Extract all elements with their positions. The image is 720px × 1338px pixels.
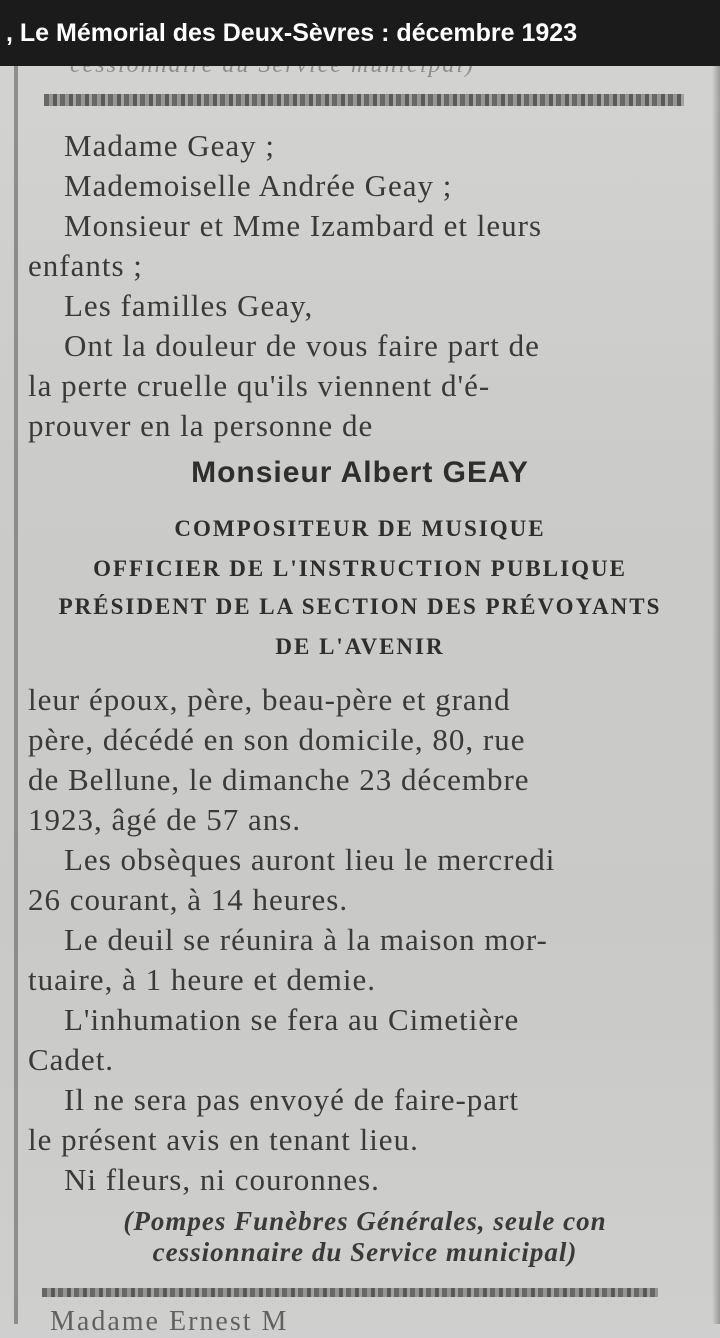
notice-line: Cadet.	[28, 1042, 115, 1077]
notice-line: le présent avis en tenant lieu.	[28, 1122, 419, 1157]
notice-line: Il ne sera pas envoyé de faire-part	[64, 1082, 519, 1117]
notice-line: tuaire, à 1 heure et demie.	[28, 962, 377, 997]
title-line: PRÉSIDENT DE LA SECTION DES PRÉVOYANTS	[58, 594, 662, 619]
deceased-name: Monsieur Albert GEAY	[191, 456, 529, 489]
notice-line: Les obsèques auront lieu le mercredi	[64, 842, 556, 877]
notice-line: Ont la douleur de vous faire part de	[64, 328, 540, 363]
notice-line: la perte cruelle qu'ils viennent d'é-	[28, 368, 491, 403]
notice-line: 1923, âgé de 57 ans.	[28, 802, 302, 837]
notice-line: Monsieur et Mme Izambard et leurs	[64, 208, 543, 243]
notice-line: Madame Geay ;	[64, 128, 275, 163]
notice-line: Les familles Geay,	[64, 288, 314, 323]
notice-line: 26 courant, à 14 heures.	[28, 882, 349, 917]
title-line: OFFICIER DE L'INSTRUCTION PUBLIQUE	[93, 556, 627, 581]
notice-line: Mademoiselle Andrée Geay ;	[64, 168, 453, 203]
page-title: , Le Mémorial des Deux-Sèvres : décembre 1923	[0, 0, 720, 66]
notice-line: père, décédé en son domicile, 80, rue	[28, 722, 526, 757]
title-line: COMPOSITEUR DE MUSIQUE	[174, 516, 546, 541]
divider-bottom	[42, 1288, 658, 1297]
column-rule	[14, 60, 18, 1324]
notice-line: prouver en la personne de	[28, 408, 374, 443]
notice-line: Le deuil se réunira à la maison mor-	[64, 922, 548, 957]
title-line: DE L'AVENIR	[275, 634, 445, 659]
notice-line: Ni fleurs, ni couronnes.	[64, 1162, 380, 1197]
funeral-service-note: cessionnaire du Service municipal)	[152, 1237, 578, 1267]
divider-top	[44, 94, 684, 106]
cut-off-text-bottom: Madame Ernest M	[50, 1306, 289, 1337]
page-edge-shadow	[712, 60, 720, 1324]
notice-line: L'inhumation se fera au Cimetière	[64, 1002, 520, 1037]
notice-line: de Bellune, le dimanche 23 décembre	[28, 762, 530, 797]
notice-line: leur époux, père, beau-père et grand	[28, 682, 511, 717]
funeral-service-note: (Pompes Funèbres Générales, seule con	[123, 1206, 607, 1236]
notice-line: enfants ;	[28, 248, 143, 283]
